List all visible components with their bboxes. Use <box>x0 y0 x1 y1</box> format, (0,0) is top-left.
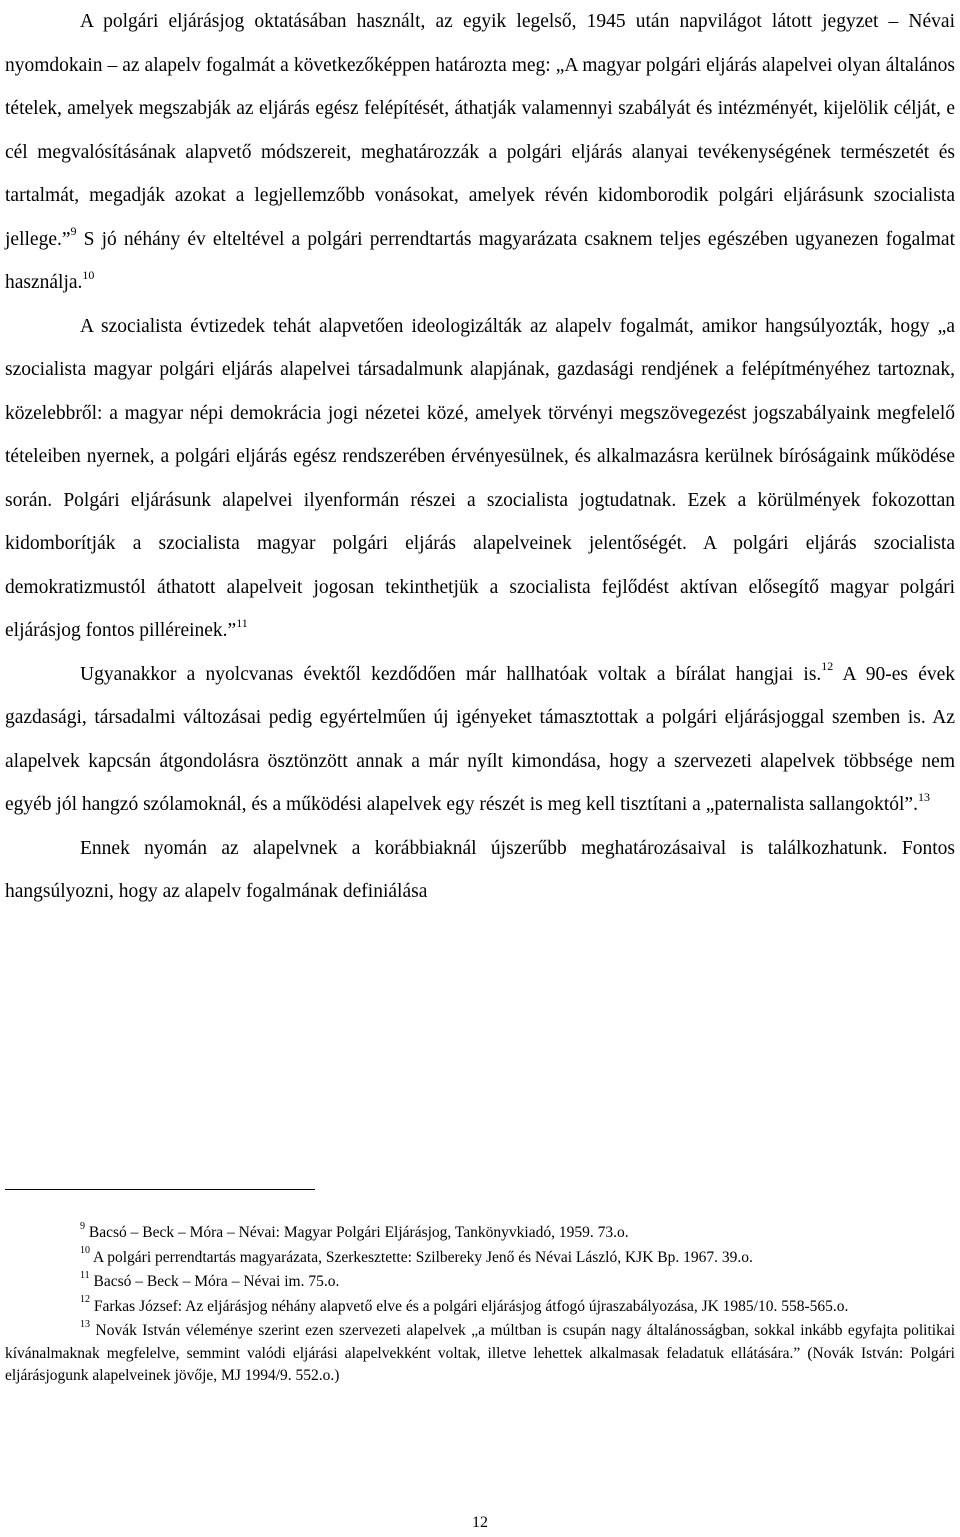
paragraph <box>5 653 955 827</box>
paragraph <box>5 827 955 914</box>
footnote-ref: 12 <box>821 659 834 673</box>
footnote <box>5 1222 955 1245</box>
text-segment: A polgári eljárásjog oktatásában használt, az egyik legelső, 1945 után napvilágot látott jegyzet – Névai nyomdokain – az alapelv fogalmát a következőképpen határozta meg: „A magyar polgári eljárás alapelvei olyan általános tételek, amelyek megszabják az eljárás egész felépítését, áthatják valamennyi szabályát és intézményét, kijelölik célját, e cél megvalósításának alapvető módszereit, meghatározzák a polgári eljárás alanyai tevékenységének természetét és tartalmát, megadják azokat a legjellemzőbb vonásokat, amelyek révén kidomborodik polgári eljárásunk szocialista jellege.” <box>5 11 955 250</box>
footnote <box>5 1247 955 1270</box>
footnote-ref: 13 <box>917 789 930 804</box>
footnote <box>5 1271 955 1294</box>
footnote-ref: 10 <box>82 267 95 282</box>
footnotes <box>5 1222 955 1390</box>
body-text <box>5 0 955 914</box>
footnote-number: 11 <box>80 1269 90 1281</box>
footnote-ref: 11 <box>236 615 248 630</box>
footnote <box>5 1320 955 1388</box>
footnote-number: 10 <box>80 1245 90 1257</box>
footnote <box>5 1296 955 1319</box>
footnote-number: 9 <box>80 1220 85 1232</box>
page-number: 12 <box>472 1514 488 1531</box>
text-segment: Ennek nyomán az alapelvnek a korábbiaknál újszerűbb meghatározásaival is találkozhatunk. Fontos hangsúlyozni, hogy az alapelv fogalmának definiálása <box>5 837 955 902</box>
footnote-separator <box>5 1189 315 1190</box>
footnote-text: A polgári perrendtartás magyarázata, Szerkesztette: Szilbereky Jenő és Névai László, KJK Bp. 1967. 39.o. <box>93 1248 753 1266</box>
footnote-number: 12 <box>80 1294 90 1306</box>
paragraph <box>5 0 955 305</box>
footnote-text: Bacsó – Beck – Móra – Névai: Magyar Polgári Eljárásjog, Tankönyvkiadó, 1959. 73.o. <box>88 1224 629 1241</box>
footnote-ref: 9 <box>70 224 77 238</box>
text-segment: A szocialista évtizedek tehát alapvetően ideologizálták az alapelv fogalmát, amikor hangsúlyozták, hogy „a szocialista magyar polgári eljárás alapelvei társadalmunk alapjának, gazdasági rendjének a felépítményéhez tartoznak, közelebbről: a magyar népi demokrácia jogi nézetei közé, amelyek törvényi megszövegezést jogszabályaink megfelelő tételeiben nyernek, a polgári eljárás egész rendszerében érvényesülnek, és alkalmazásra kerülnek bíróságaink működése során. Polgári eljárásunk alapelvei ilyenformán részei a szocialista jogtudatnak. Ezek a körülmények fokozottan kidomborítják a szocialista magyar polgári eljárás alapelveinek jelentőségét. A polgári eljárás szocialista demokratizmustól áthatott alapelveit jogosan tekinthetjük a szocialista fejlődést aktívan elősegítő magyar polgári eljárásjog fontos pilléreinek.” <box>5 315 955 641</box>
footnote-text: Farkas József: Az eljárásjog néhány alapvető elve és a polgári eljárásjog átfogó újraszabályozása, JK 1985/10. 558-565.o. <box>93 1297 849 1315</box>
text-segment: S jó néhány év elteltével a polgári perrendtartás magyarázata csaknem teljes egészében ugyanezen fogalmat használja. <box>5 228 955 293</box>
footnote-text: Bacsó – Beck – Móra – Névai im. 75.o. <box>93 1273 340 1290</box>
footnote-text: Novák István véleménye szerint ezen szervezeti alapelvek „a múltban is csupán nagy általánosságban, sokkal inkább egyfajta politikai kívánalmaknak megfelelve, semmint valódi eljárási alapelvekként voltak, illetve lehettek alkalmasak feladatuk ellátására.” (Novák István: Polgári eljárásjogunk alapelveinek jövője, MJ 1994/9. 552.o.) <box>5 1322 956 1384</box>
paragraph <box>5 305 955 653</box>
text-segment: Ugyanakkor a nyolcvanas évektől kezdődően már hallhatóak voltak a bírálat hangjai is. <box>80 663 822 685</box>
text-segment: A 90-es évek gazdasági, társadalmi változásai pedig egyértelműen új igényeket támasztottak a polgári eljárásjoggal szemben is. Az alapelvek kapcsán átgondolásra ösztönzött annak a már nyílt kimondása, hogy a szervezeti alapelvek többsége nem egyéb jól hangzó szólamoknál, és a működési alapelvek egy részét is meg kell tisztítani a „paternalista sallangoktól”. <box>5 663 955 815</box>
footnote-number: 13 <box>80 1318 90 1330</box>
